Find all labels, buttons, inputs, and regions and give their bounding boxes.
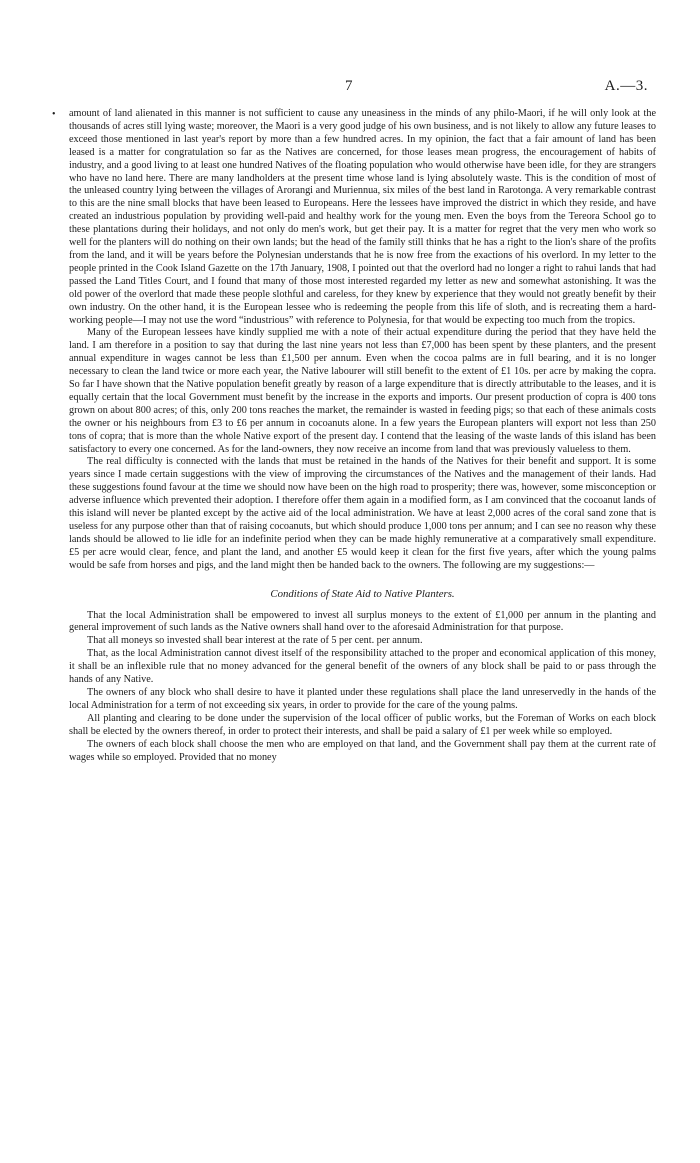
page-number: 7 <box>345 78 353 94</box>
condition-paragraph: The owners of any block who shall desire to have it planted under these regulations shall place the land unreservedly in the hands of the local Administration for a term of not exceeding six years, in order to provide for the care of the young palms. <box>69 686 656 711</box>
section-heading: Conditions of State Aid to Native Planters. <box>270 587 455 600</box>
document-body <box>69 108 656 764</box>
paragraph: amount of land alienated in this manner is not sufficient to cause any uneasiness in the minds of any philo-Maori, if he will only look at the thousands of acres still lying waste; moreover, the Maori is a very good judge of his own business, and is not likely to allow any future leases to exceed those mentioned in last year's report by more than a few hundred acres. In my opinion, the fact that a fair amount of land has been leased is a matter for congratulation so far as the Natives are concerned, for those leases mean progress, the encouragement of habits of industry, and a good living to at least one hundred Natives of the floating population who would otherwise have been idle, for they are strangers who have no land here. There are many landholders at the present time whose land is lying absolutely waste. This is the condition of most of the unleased country lying between the villages of Arorangi and Muriennua, six miles of the best land in Rarotonga. A very remarkable contrast to this are the nine small blocks that have been leased to Europeans. Here the lessees have improved the district in which they reside, and have created an industrious population by providing well-paid and healthy work for the young men. Even the boys from the Tereora School go to these plantations during their holidays, and not only do men's work, but get their pay. It is a matter for regret that the very men who work so well for the planters will do nothing on their own lands; but the head of the family still thinks that he has a right to the lion's share of the profits from the land, and it will be years before the Polynesian understands that he is now free from the exactions of his overlord. In my letter to the people printed in the Cook Island Gazette on the 17th January, 1908, I pointed out that the overlord had no longer a right to rahui lands that had passed the Land Titles Court, and I found that many of those most interested regarded my letter as new and somewhat astonishing. It was the old power of the overlord that made these people slothful and careless, for they knew by experience that they would not greatly benefit by their own industry. On the other hand, it is the European lessee who is redeeming the people from this life of sloth, and is recreating them a hard-working people—I may not use the word “industrious” with reference to Polynesia, for that would be expecting too much from the tropics. <box>69 108 656 326</box>
condition-paragraph: That all moneys so invested shall bear interest at the rate of 5 per cent. per annum. <box>87 635 423 647</box>
margin-mark: • <box>52 109 56 120</box>
paragraph: The real difficulty is connected with the lands that must be retained in the hands of the Natives for their benefit and support. It is some years since I made certain suggestions with the view of improving the circumstances of the Natives and the management of their lands. Had these suggestions found favour at the time we should now have been on the high road to prosperity; there was, however, some misconception or adverse influence which prevented their adoption. I therefore offer them again in a modified form, as I am convinced that the cocoanut lands of this island will never be planted except by the active aid of the local administration. We have at least 2,000 acres of the coral sand zone that is useless for any purpose other than that of raising cocoanuts, but which should produce 1,000 tons per annum; and I can see no reason why these lands should be allowed to lie idle for an indefinite period when they can be made highly remunerative at a comparatively small expenditure. £5 per acre would clear, fence, and plant the land, and another £5 would keep it clean for the first five years, after which the young palms would be safe from horses and pigs, and the land might then be handed back to the owners. The following are my suggestions:— <box>69 456 656 571</box>
condition-paragraph: The owners of each block shall choose the men who are employed on that land, and the Government shall pay them at the current rate of wages while so employed. Provided that no money <box>69 738 656 763</box>
condition-paragraph: All planting and clearing to be done under the supervision of the local officer of public works, but the Foreman of Works on each block shall be elected by the owners thereof, in order to protect their interests, and shall be paid a salary of £1 per week while so employed. <box>69 712 656 737</box>
page-header <box>0 78 700 98</box>
paragraph: Many of the European lessees have kindly supplied me with a note of their actual expenditure during the period that they have held the land. I am therefore in a position to say that during the last nine years not less than £7,000 has been spent by these planters, and the present annual expenditure in wages cannot be less than £1,500 per annum. Even when the cocoa palms are in full bearing, and it is no longer necessary to clean the land twice or more each year, the Native labourer will still benefit to the extent of £1 10s. per acre by making the copra. So far I have shown that the Native population benefit greatly by reason of a large expenditure that is directly attributable to the leases, and it is equally certain that the local Government must benefit by the increase in the exports and imports. Our present production of copra is 400 tons grown on about 800 acres; of this, only 200 tons reaches the market, the remainder is wasted in feeding pigs; so that each of these animals costs the owner or his neighbours from £3 to £6 per annum in cocoanuts alone. In a few years the European planters will export not less than 250 tons of copra; that is more than the whole Native export of the present day. I contend that the leasing of the waste lands of this island has been satisfactory to every one concerned. As for the land-owners, they now receive an income from land that was previously valueless to them. <box>69 327 656 455</box>
condition-paragraph: That the local Administration shall be empowered to invest all surplus moneys to the extent of £1,000 per annum in the planting and general improvement of such lands as the Native owners shall hand over to the aforesaid Administration for that purpose. <box>69 609 656 634</box>
document-reference: A.—3. <box>604 78 648 94</box>
condition-paragraph: That, as the local Administration cannot divest itself of the responsibility attached to the proper and economical application of this money, it shall be an inflexible rule that no money advanced for the general benefit of the owners of any block shall be paid to or pass through the hands of any Native. <box>69 648 656 686</box>
